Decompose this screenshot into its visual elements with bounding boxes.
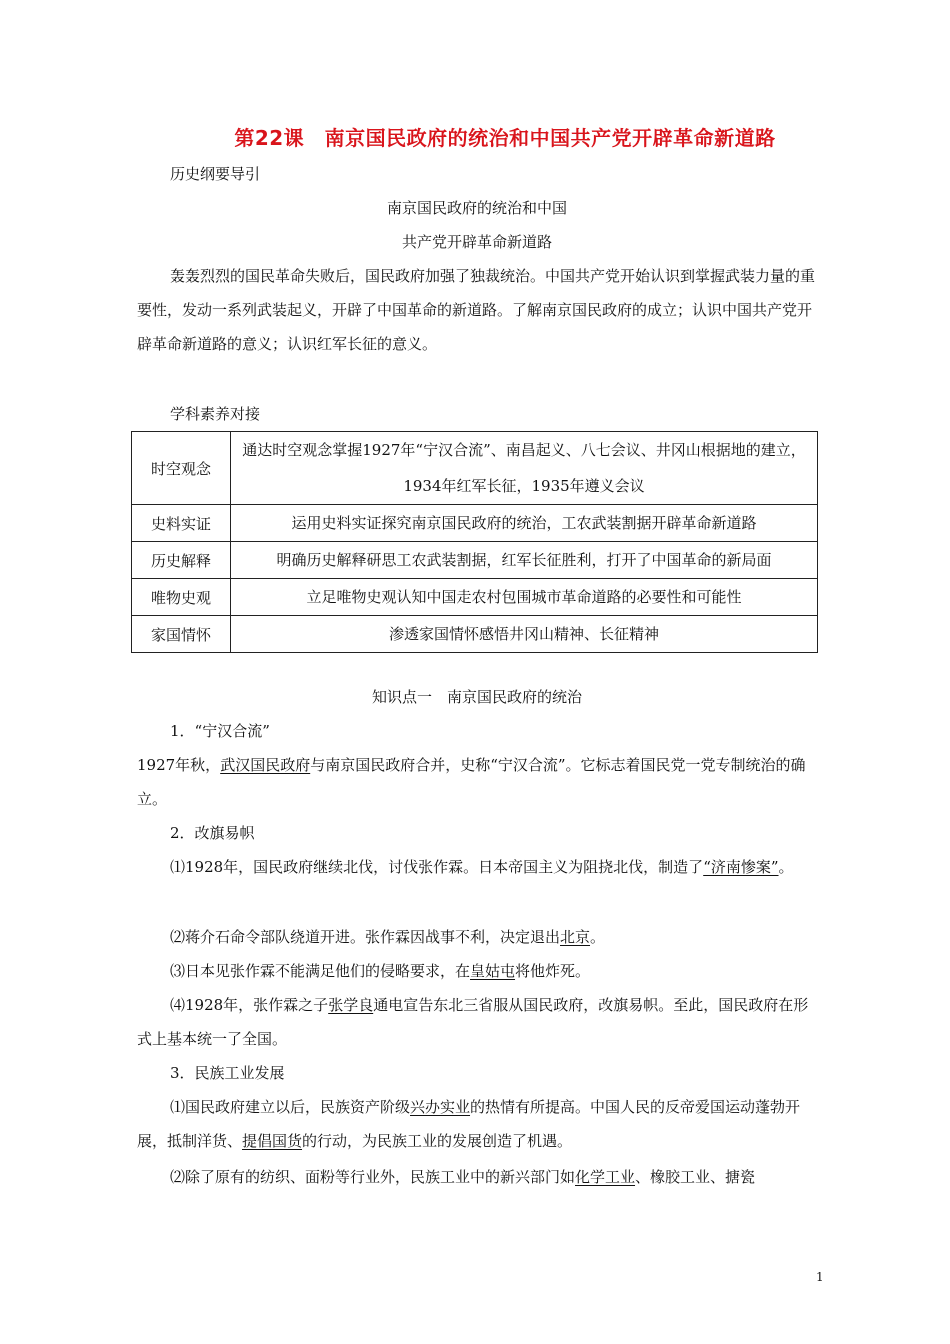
- table-cell-key: 史料实证: [132, 505, 231, 542]
- underlined-term: 北京: [560, 928, 591, 946]
- lesson-title: 第22课 南京国民政府的统治和中国共产党开辟革命新道路: [234, 126, 776, 150]
- table-cell-value: 明确历史解释研思工农武装割据，红军长征胜利，打开了中国革命的新局面: [231, 542, 818, 579]
- table-cell-value: 运用史料实证探究南京国民政府的统治，工农武装割据开辟革命新道路: [231, 505, 818, 542]
- literacy-table: [131, 431, 818, 653]
- page-number: 1: [816, 1270, 824, 1284]
- underlined-term: 张学良: [328, 996, 374, 1014]
- literacy-heading: 学科素养对接: [170, 405, 261, 423]
- table-row: [132, 542, 818, 579]
- table-row: [132, 432, 818, 505]
- section2-item3: ⑶日本见张作霖不能满足他们的侵略要求，在皇姑屯将他炸死。: [170, 962, 591, 980]
- table-cell-value: 立足唯物史观认知中国走农村包围城市革命道路的必要性和可能性: [231, 579, 818, 616]
- table-cell-key: 时空观念: [132, 432, 231, 505]
- guide-subtitle-line1: 南京国民政府的统治和中国: [386, 199, 567, 217]
- guide-heading: 历史纲要导引: [170, 165, 261, 183]
- table-cell-key: 历史解释: [132, 542, 231, 579]
- underlined-term: “济南惨案”: [703, 858, 779, 876]
- section3-item1: ⑴国民政府建立以后，民族资产阶级兴办实业的热情有所提高。中国人民的反帝爱国运动蓬勃开展，抵制洋货、提倡国货的行动，为民族工业的发展创造了机遇。: [137, 1098, 801, 1150]
- section2-heading: 2．改旗易帜: [170, 824, 255, 842]
- section3-item2: ⑵除了原有的纺织、面粉等行业外，民族工业中的新兴部门如化学工业、橡胶工业、搪瓷: [170, 1168, 756, 1186]
- underlined-term: 提倡国货: [242, 1132, 303, 1150]
- section2-item1: ⑴1928年，国民政府继续北伐，讨伐张作霖。日本帝国主义为阻挠北伐，制造了“济南惨案”。: [170, 858, 794, 876]
- section2-item4: ⑷1928年，张作霖之子张学良通电宣告东北三省服从国民政府，改旗易帜。至此，国民政府在形式上基本统一了全国。: [137, 996, 809, 1048]
- underlined-term: 皇姑屯: [470, 962, 516, 980]
- table-cell-value: 渗透家国情怀感悟井冈山精神、长征精神: [231, 616, 818, 653]
- table-cell-value: 通达时空观念掌握1927年“宁汉合流”、南昌起义、八七会议、井冈山根据地的建立，1934年红军长征，1935年遵义会议: [231, 432, 818, 505]
- intro-paragraph: 轰轰烈烈的国民革命失败后，国民政府加强了独裁统治。中国共产党开始认识到掌握武装力量的重要性，发动一系列武装起义，开辟了中国革命的新道路。了解南京国民政府的成立；认识中国共产党开辟革命新道路的意义；认识红军长征的意义。: [137, 267, 816, 353]
- guide-subtitle-line2: 共产党开辟革命新道路: [401, 233, 552, 251]
- section1-paragraph: 1927年秋，武汉国民政府与南京国民政府合并，史称“宁汉合流”。它标志着国民党一党专制统治的确立。: [137, 756, 806, 808]
- knowledge-point-heading: 知识点一 南京国民政府的统治: [371, 688, 582, 706]
- table-cell-key: 家国情怀: [132, 616, 231, 653]
- section1-heading: 1．“宁汉合流”: [170, 722, 270, 740]
- underlined-term: 化学工业: [575, 1168, 636, 1186]
- section3-heading: 3．民族工业发展: [170, 1064, 285, 1082]
- underlined-term: 武汉国民政府: [220, 756, 311, 774]
- table-cell-key: 唯物史观: [132, 579, 231, 616]
- table-row: [132, 505, 818, 542]
- table-row: [132, 616, 818, 653]
- underlined-term: 兴办实业: [410, 1098, 471, 1116]
- section2-item2: ⑵蒋介石命令部队绕道开进。张作霖因战事不利，决定退出北京。: [170, 928, 606, 946]
- table-row: [132, 579, 818, 616]
